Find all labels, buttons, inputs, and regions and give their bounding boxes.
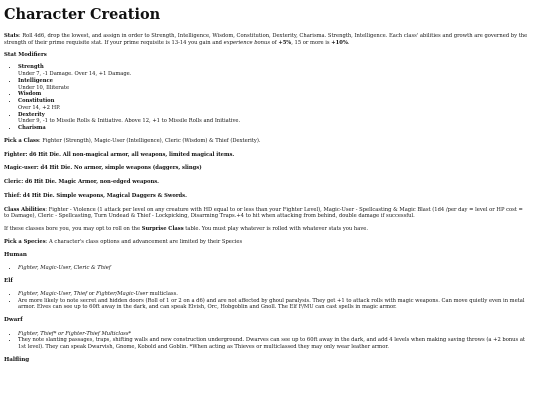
stats-paragraph bbox=[4, 33, 528, 47]
page-title: Character Creation bbox=[4, 6, 161, 23]
species-heading-halfling: Halfling bbox=[4, 356, 30, 363]
stat-modifiers-list bbox=[4, 64, 528, 132]
stat-modifier-item bbox=[18, 112, 528, 126]
elf-classes-a: Fighter, Magic-User, Thief bbox=[18, 290, 88, 297]
cleric-class-line: Cleric: d6 Hit Die. Magic Armor, non-edged weapons. bbox=[4, 179, 159, 186]
pick-class-label: Pick a Class bbox=[4, 137, 39, 144]
dwarf-classes: • Fighter, Thief* or Fighter-Thief Multiclass* bbox=[18, 331, 528, 338]
pick-species-label: Pick a Species bbox=[4, 238, 46, 245]
stats-text-c: , 15 or more is bbox=[291, 39, 332, 46]
stat-name: • Dexterity bbox=[18, 111, 45, 118]
elf-classes-or: or bbox=[87, 290, 96, 297]
pick-class-text: : Fighter (Strength), Magic-User (Intelligence), Cleric (Wisdom) & Thief (Dexterity). bbox=[38, 137, 261, 144]
magic-user-class-line: Magic-user: d4 Hit Die. No armor, simple weapons (daggers, slings) bbox=[4, 165, 202, 172]
surprise-text-a: If these classes bore you, you may opt to roll on the bbox=[4, 226, 142, 233]
stats-text-b: of bbox=[270, 39, 279, 46]
surprise-text-b: table. You must play whatever is rolled with whatever stats you have. bbox=[183, 226, 368, 233]
bonus-five-percent: +5% bbox=[278, 39, 292, 46]
stat-desc: Under 9, -1 to Missile Rolls & Initiative. Above 12, +1 to Missile Rolls and Initiative. bbox=[18, 118, 241, 125]
elf-list bbox=[4, 291, 528, 311]
bonus-ten-percent: +10% bbox=[331, 39, 348, 46]
class-abilities-paragraph bbox=[4, 207, 528, 221]
stat-modifier-item bbox=[18, 91, 528, 98]
species-heading-dwarf: Dwarf bbox=[4, 317, 23, 324]
stat-desc: Under 10, Illiterate bbox=[18, 84, 70, 91]
human-list bbox=[4, 265, 528, 272]
stats-text-d: . bbox=[347, 39, 350, 46]
species-heading-human: Human bbox=[4, 251, 27, 258]
surprise-class-paragraph bbox=[4, 226, 528, 233]
elf-classes bbox=[18, 291, 528, 298]
stat-desc: Under 7, -1 Damage. Over 14, +1 Damage. bbox=[18, 71, 132, 78]
stat-name: • Wisdom bbox=[18, 91, 42, 98]
dwarf-list bbox=[4, 331, 528, 351]
pick-species-text: : A character's class options and advancement are limited by their Species bbox=[45, 238, 243, 245]
fighter-class-line: Fighter: d6 Hit Die. All non-magical armor, all weapons, limited magical items. bbox=[4, 151, 235, 158]
stats-text-a: : Roll 4d6, drop the lowest, and assign in order to Strength, Intelligence, Wisdom, Constitution, Dexterity, Charisma. Strength, Intelligence. Each class' abilities and growth are governed by the strength of their prime requisite stat. If your prime requisite is 13-14 you gain and bbox=[4, 32, 528, 46]
class-abilities-label: Class Abilities bbox=[4, 206, 46, 213]
pick-species-paragraph bbox=[4, 239, 528, 246]
surprise-class-label: Surprise Class bbox=[141, 226, 184, 233]
class-abilities-text: : Fighter - Violence (1 attack per level on any creature with HD equal to or less than your Fighter Level), Magic-User - Spellcasting & Magic Blast (1d4 /per day = level or HP cost = to Damage), Cleric - Spellcasting, Turn Undead & Thief - Lockpicking, Disarming Traps.+4 to hit when attacking from behind, double damage if successful. bbox=[4, 206, 523, 220]
stat-name: • Intelligence bbox=[18, 77, 53, 84]
stats-label: Stats bbox=[4, 32, 19, 39]
elf-classes-tail: multiclass. bbox=[147, 290, 178, 297]
stat-modifier-item bbox=[18, 64, 528, 78]
stat-name: • Constitution bbox=[18, 98, 55, 105]
elf-classes-multi: Fighter/Magic-User bbox=[96, 290, 148, 297]
pick-class-paragraph bbox=[4, 138, 528, 145]
dwarf-description: • They note slanting passages, traps, shifting walls and new construction underground. Dwarves can see up to 60ft away in the dark, and add 4 levels when making saving throws (a +2 bonus at 1st level). They can speak Dwarvish, Gnome, Kobold and Goblin. *When acting as Thieves or multiclassed they may only wear leather armor. bbox=[18, 337, 528, 351]
stat-modifiers-heading: Stat Modifiers bbox=[4, 52, 47, 59]
stat-modifier-item bbox=[18, 125, 528, 132]
stat-name: • Charisma bbox=[18, 125, 46, 132]
experience-bonus-text: experience bonus bbox=[223, 39, 270, 46]
elf-description: • Are more likely to note secret and hidden doors (Roll of 1 or 2 on a d6) and are not affected by ghoul paralysis. They get +1 to attack rolls with magic weapons. Can move quietly even in metal armor. Elves can see up to 60ft away in the dark, and can speak Elvish, Orc, Hobgoblin and Gnoll. The Elf F/MU can cast spells in magic armor. bbox=[18, 298, 528, 312]
human-classes: • Fighter, Magic-User, Cleric & Thief bbox=[18, 265, 528, 272]
species-heading-elf: Elf bbox=[4, 277, 13, 284]
stat-desc: Over 14, +2 HP. bbox=[18, 104, 61, 111]
stat-modifier-item bbox=[18, 98, 528, 112]
stat-modifier-item bbox=[18, 78, 528, 92]
thief-class-line: Thief: d4 Hit Die. Simple weapons, Magical Daggers & Swords. bbox=[4, 192, 187, 199]
stat-name: • Strength bbox=[18, 64, 44, 71]
